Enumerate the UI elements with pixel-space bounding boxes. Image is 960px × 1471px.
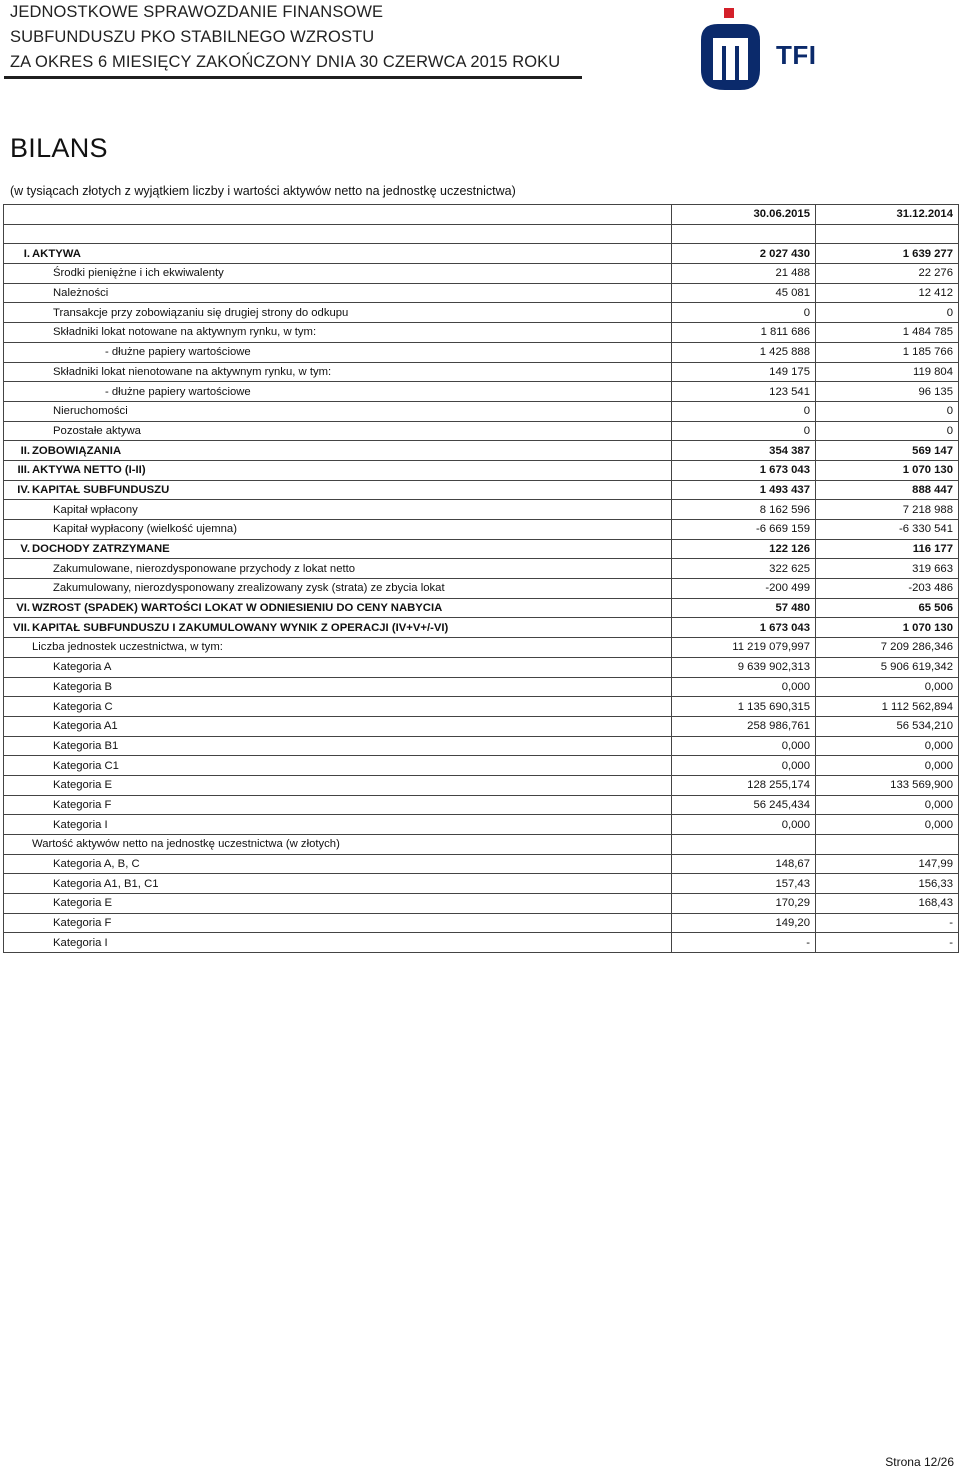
- row-label: Kategoria F: [53, 913, 672, 933]
- value-31-12-2014: 0,000: [816, 756, 959, 776]
- row-number: [4, 815, 33, 835]
- row-number: [4, 677, 33, 697]
- table-row: [4, 933, 959, 953]
- table-row: [4, 460, 959, 480]
- value-30-06-2015: 0,000: [672, 756, 816, 776]
- value-30-06-2015: 322 625: [672, 559, 816, 579]
- row-number: VI.: [4, 598, 33, 618]
- row-label: Kategoria E: [53, 894, 672, 914]
- value-31-12-2014: 0,000: [816, 736, 959, 756]
- row-label: AKTYWA: [32, 244, 672, 264]
- value-31-12-2014: 888 447: [816, 480, 959, 500]
- row-number: [4, 264, 33, 284]
- row-label: Nieruchomości: [53, 401, 672, 421]
- value-31-12-2014: 116 177: [816, 539, 959, 559]
- value-31-12-2014: -6 330 541: [816, 520, 959, 540]
- row-number: [4, 382, 33, 402]
- row-label: Kategoria A1, B1, C1: [53, 874, 672, 894]
- value-31-12-2014: 156,33: [816, 874, 959, 894]
- table-row: [4, 401, 959, 421]
- table-row: [4, 362, 959, 382]
- value-31-12-2014: 0,000: [816, 795, 959, 815]
- row-number: [4, 775, 33, 795]
- row-number: [4, 323, 33, 343]
- row-label: Kapitał wpłacony: [53, 500, 672, 520]
- value-30-06-2015: 149,20: [672, 913, 816, 933]
- value-31-12-2014: 96 135: [816, 382, 959, 402]
- page-title: BILANS: [10, 133, 108, 163]
- table-row: [4, 303, 959, 323]
- value-30-06-2015: 170,29: [672, 894, 816, 914]
- table-row: [4, 638, 959, 658]
- row-label: Transakcje przy zobowiązaniu się drugiej strony do odkupu: [53, 303, 672, 323]
- value-30-06-2015: 1 811 686: [672, 323, 816, 343]
- value-30-06-2015: 2 027 430: [672, 244, 816, 264]
- row-number: [4, 874, 33, 894]
- value-31-12-2014: 1 639 277: [816, 244, 959, 264]
- value-31-12-2014: 1 070 130: [816, 460, 959, 480]
- value-31-12-2014: 1 484 785: [816, 323, 959, 343]
- value-31-12-2014: 1 070 130: [816, 618, 959, 638]
- value-30-06-2015: 1 425 888: [672, 342, 816, 362]
- value-30-06-2015: 56 245,434: [672, 795, 816, 815]
- value-30-06-2015: 0,000: [672, 677, 816, 697]
- table-row: [4, 264, 959, 284]
- row-label: Kategoria F: [53, 795, 672, 815]
- row-label: ZOBOWIĄZANIA: [32, 441, 672, 461]
- table-row: [4, 756, 959, 776]
- value-30-06-2015: 354 387: [672, 441, 816, 461]
- value-31-12-2014: 0: [816, 303, 959, 323]
- row-number: III.: [4, 460, 33, 480]
- value-31-12-2014: 569 147: [816, 441, 959, 461]
- row-number: [4, 835, 33, 855]
- row-label: Środki pieniężne i ich ekwiwalenty: [53, 264, 672, 284]
- row-label: Kategoria I: [53, 933, 672, 953]
- value-31-12-2014: 0: [816, 401, 959, 421]
- table-row: [4, 480, 959, 500]
- table-row: [4, 244, 959, 264]
- row-label: Wartość aktywów netto na jednostkę uczestnictwa (w złotych): [32, 835, 672, 855]
- value-30-06-2015: -200 499: [672, 579, 816, 599]
- row-label: Liczba jednostek uczestnictwa, w tym:: [32, 638, 672, 658]
- row-number: [4, 756, 33, 776]
- balance-table: [3, 204, 959, 953]
- row-number: [4, 520, 33, 540]
- value-30-06-2015: 258 986,761: [672, 716, 816, 736]
- table-row: [4, 382, 959, 402]
- value-30-06-2015: 0,000: [672, 736, 816, 756]
- row-number: [4, 933, 33, 953]
- column-header-30-06-2015: 30.06.2015: [672, 205, 816, 225]
- row-label: Należności: [53, 283, 672, 303]
- row-label: KAPITAŁ SUBFUNDUSZU I ZAKUMULOWANY WYNIK Z OPERACJI (IV+V+/-VI): [32, 618, 672, 638]
- table-row: [4, 697, 959, 717]
- table-row: [4, 539, 959, 559]
- value-31-12-2014: -: [816, 933, 959, 953]
- table-row: [4, 854, 959, 874]
- value-30-06-2015: [672, 835, 816, 855]
- row-number: VII.: [4, 618, 33, 638]
- table-row: [4, 323, 959, 343]
- header-line-3: ZA OKRES 6 MIESIĘCY ZAKOŃCZONY DNIA 30 CZERWCA 2015 ROKU: [10, 53, 561, 71]
- value-31-12-2014: 7 209 286,346: [816, 638, 959, 658]
- row-number: V.: [4, 539, 33, 559]
- spacer-row: [4, 224, 959, 244]
- row-label: Zakumulowane, nierozdysponowane przychody z lokat netto: [53, 559, 672, 579]
- table-row: [4, 657, 959, 677]
- table-row: [4, 795, 959, 815]
- row-number: [4, 716, 33, 736]
- table-row: [4, 874, 959, 894]
- value-31-12-2014: 147,99: [816, 854, 959, 874]
- table-row: [4, 677, 959, 697]
- row-number: [4, 559, 33, 579]
- value-31-12-2014: 0,000: [816, 815, 959, 835]
- row-label: Kapitał wypłacony (wielkość ujemna): [53, 520, 672, 540]
- row-number: [4, 401, 33, 421]
- table-row: [4, 520, 959, 540]
- row-number: [4, 795, 33, 815]
- value-31-12-2014: 7 218 988: [816, 500, 959, 520]
- value-30-06-2015: 0: [672, 303, 816, 323]
- row-number: [4, 736, 33, 756]
- row-number: [4, 697, 33, 717]
- row-label: Kategoria A: [53, 657, 672, 677]
- value-31-12-2014: 1 185 766: [816, 342, 959, 362]
- value-31-12-2014: 133 569,900: [816, 775, 959, 795]
- page-subtitle: (w tysiącach złotych z wyjątkiem liczby i wartości aktywów netto na jednostkę uczestnictwa): [10, 184, 516, 198]
- row-label: Zakumulowany, nierozdysponowany zrealizowany zysk (strata) ze zbycia lokat: [53, 579, 672, 599]
- value-30-06-2015: 9 639 902,313: [672, 657, 816, 677]
- table-row: [4, 913, 959, 933]
- row-label: Składniki lokat nienotowane na aktywnym rynku, w tym:: [53, 362, 672, 382]
- row-label: WZROST (SPADEK) WARTOŚCI LOKAT W ODNIESIENIU DO CENY NABYCIA: [32, 598, 672, 618]
- value-31-12-2014: -: [816, 913, 959, 933]
- table-row: [4, 342, 959, 362]
- row-number: I.: [4, 244, 33, 264]
- row-number: [4, 913, 33, 933]
- table-row: [4, 815, 959, 835]
- value-31-12-2014: 12 412: [816, 283, 959, 303]
- table-row: [4, 500, 959, 520]
- row-number: [4, 894, 33, 914]
- table-row: [4, 421, 959, 441]
- row-label: Pozostałe aktywa: [53, 421, 672, 441]
- row-label: - dłużne papiery wartościowe: [105, 382, 672, 402]
- table-row: [4, 894, 959, 914]
- row-number: [4, 500, 33, 520]
- row-number: [4, 283, 33, 303]
- value-31-12-2014: [816, 835, 959, 855]
- page-number: Strona 12/26: [885, 1455, 954, 1469]
- value-30-06-2015: 1 673 043: [672, 618, 816, 638]
- value-30-06-2015: -6 669 159: [672, 520, 816, 540]
- row-label: - dłużne papiery wartościowe: [105, 342, 672, 362]
- row-number: [4, 579, 33, 599]
- row-number: [4, 638, 33, 658]
- row-number: [4, 657, 33, 677]
- row-label: Kategoria C: [53, 697, 672, 717]
- value-31-12-2014: 319 663: [816, 559, 959, 579]
- row-label: Kategoria A, B, C: [53, 854, 672, 874]
- row-label: DOCHODY ZATRZYMANE: [32, 539, 672, 559]
- row-label: Składniki lokat notowane na aktywnym rynku, w tym:: [53, 323, 672, 343]
- row-number: II.: [4, 441, 33, 461]
- table-row: [4, 618, 959, 638]
- row-label: Kategoria I: [53, 815, 672, 835]
- row-label: Kategoria A1: [53, 716, 672, 736]
- row-label: KAPITAŁ SUBFUNDUSZU: [32, 480, 672, 500]
- header-line-1: JEDNOSTKOWE SPRAWOZDANIE FINANSOWE: [10, 3, 384, 21]
- row-number: [4, 303, 33, 323]
- value-30-06-2015: 122 126: [672, 539, 816, 559]
- value-30-06-2015: 0,000: [672, 815, 816, 835]
- table-row: [4, 736, 959, 756]
- value-31-12-2014: 0: [816, 421, 959, 441]
- value-30-06-2015: 128 255,174: [672, 775, 816, 795]
- value-30-06-2015: 45 081: [672, 283, 816, 303]
- value-30-06-2015: 123 541: [672, 382, 816, 402]
- table-row: [4, 441, 959, 461]
- value-30-06-2015: 1 493 437: [672, 480, 816, 500]
- value-31-12-2014: 0,000: [816, 677, 959, 697]
- value-31-12-2014: -203 486: [816, 579, 959, 599]
- value-31-12-2014: 1 112 562,894: [816, 697, 959, 717]
- table-row: [4, 716, 959, 736]
- value-31-12-2014: 56 534,210: [816, 716, 959, 736]
- value-30-06-2015: 1 135 690,315: [672, 697, 816, 717]
- row-number: [4, 342, 33, 362]
- value-30-06-2015: 57 480: [672, 598, 816, 618]
- value-31-12-2014: 65 506: [816, 598, 959, 618]
- value-30-06-2015: 0: [672, 421, 816, 441]
- row-number: [4, 421, 33, 441]
- row-label: Kategoria E: [53, 775, 672, 795]
- table-row: [4, 598, 959, 618]
- row-number: IV.: [4, 480, 33, 500]
- value-30-06-2015: 21 488: [672, 264, 816, 284]
- table-row: [4, 835, 959, 855]
- table-row: [4, 283, 959, 303]
- row-label: Kategoria B1: [53, 736, 672, 756]
- table-row: [4, 579, 959, 599]
- row-label: Kategoria B: [53, 677, 672, 697]
- row-number: [4, 362, 33, 382]
- value-30-06-2015: 148,67: [672, 854, 816, 874]
- table-header-row: [4, 205, 959, 225]
- value-30-06-2015: 8 162 596: [672, 500, 816, 520]
- row-number: [4, 854, 33, 874]
- header-line-2: SUBFUNDUSZU PKO STABILNEGO WZROSTU: [10, 28, 375, 46]
- report-header: [10, 0, 582, 75]
- value-30-06-2015: 0: [672, 401, 816, 421]
- value-30-06-2015: 11 219 079,997: [672, 638, 816, 658]
- table-row: [4, 775, 959, 795]
- column-header-31-12-2014: 31.12.2014: [816, 205, 959, 225]
- value-31-12-2014: 22 276: [816, 264, 959, 284]
- logo-tfi-text: TFI: [776, 40, 817, 70]
- value-30-06-2015: 149 175: [672, 362, 816, 382]
- value-31-12-2014: 5 906 619,342: [816, 657, 959, 677]
- value-30-06-2015: -: [672, 933, 816, 953]
- header-divider: [4, 76, 582, 79]
- value-30-06-2015: 157,43: [672, 874, 816, 894]
- value-31-12-2014: 168,43: [816, 894, 959, 914]
- row-label: AKTYWA NETTO (I-II): [32, 460, 672, 480]
- value-30-06-2015: 1 673 043: [672, 460, 816, 480]
- table-row: [4, 559, 959, 579]
- row-label: Kategoria C1: [53, 756, 672, 776]
- value-31-12-2014: 119 804: [816, 362, 959, 382]
